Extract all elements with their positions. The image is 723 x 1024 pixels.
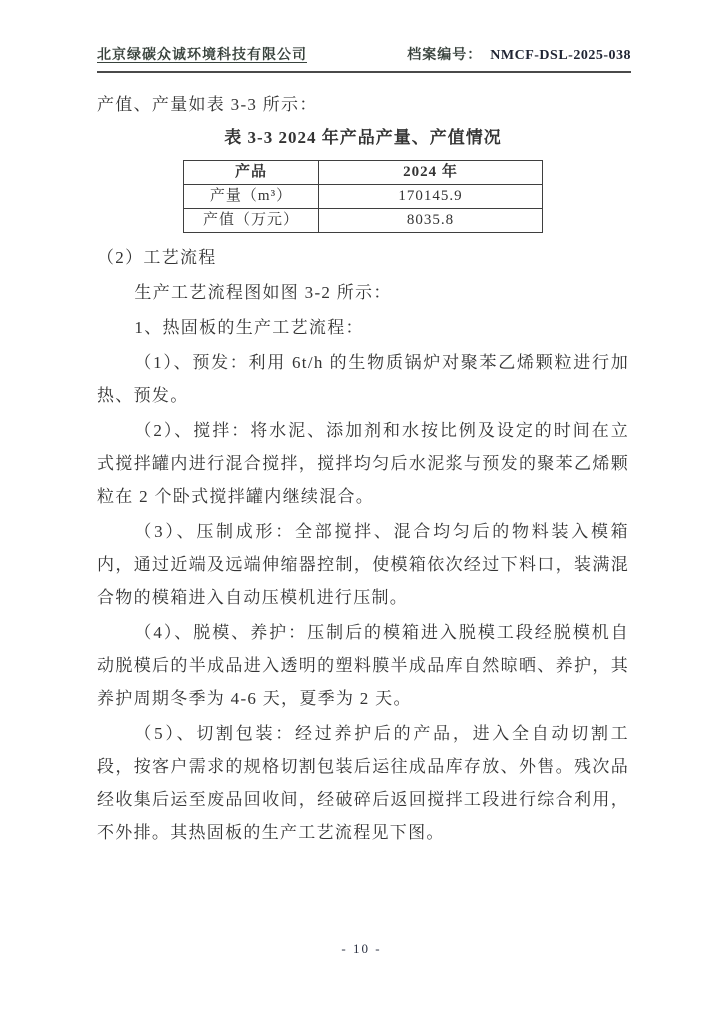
- table-row-output: [184, 185, 543, 209]
- table-cell-value-label: 产值（万元）: [184, 209, 319, 233]
- paragraph-step-2-mixing: （2）、搅拌：将水泥、添加剂和水按比例及设定的时间在立式搅拌罐内进行混合搅拌，搅拌均匀后水泥浆与预发的聚苯乙烯颗粒在 2 个卧式搅拌罐内继续混合。: [97, 421, 629, 506]
- paragraph-process-heading: （2）工艺流程: [97, 248, 217, 267]
- paragraph-flowchart-ref: 生产工艺流程图如图 3-2 所示：: [134, 283, 392, 302]
- archive-number: NMCF-DSL-2025-038: [490, 48, 631, 63]
- document-body: [97, 88, 629, 851]
- table-cell-value-value: 8035.8: [319, 209, 543, 233]
- page-header: [97, 44, 631, 73]
- page-number: - 10 -: [341, 941, 382, 956]
- paragraph-step-3-pressing: （3）、压制成形：全部搅拌、混合均匀后的物料装入模箱内，通过近端及远端伸缩器控制，使模箱依次经过下料口，装满混合物的模箱进入自动压模机进行压制。: [97, 522, 629, 607]
- paragraph-step-5-cutting-packing: （5）、切割包装：经过养护后的产品，进入全自动切割工段，按客户需求的规格切割包装后运往成品库存放、外售。残次品经收集后运至废品回收间，经破碎后返回搅拌工段进行综合利用，不外排。其热固板的生产工艺流程见下图。: [97, 724, 629, 842]
- table-cell-output-value: 170145.9: [319, 185, 543, 209]
- table-header-cell-product: 产品: [184, 161, 319, 185]
- paragraph-process-list-heading: 1、热固板的生产工艺流程：: [134, 318, 364, 337]
- paragraph-step-1-prefoaming: （1）、预发：利用 6t/h 的生物质锅炉对聚苯乙烯颗粒进行加热、预发。: [97, 353, 629, 405]
- production-output-table: [183, 160, 543, 233]
- table-header-cell-year: 2024 年: [319, 161, 543, 185]
- archive-label: 档案编号：: [407, 48, 483, 63]
- table-title: 表 3-3 2024 年产品产量、产值情况: [224, 128, 502, 147]
- intro-paragraph: 产值、产量如表 3-3 所示：: [97, 95, 318, 114]
- table-cell-output-label: 产量（m³）: [184, 185, 319, 209]
- company-name: 北京绿碳众诚环境科技有限公司: [97, 48, 307, 63]
- table-header-row: [184, 161, 543, 185]
- archive-number-field: [407, 44, 631, 64]
- paragraph-step-4-demolding-curing: （4）、脱模、养护：压制后的模箱进入脱模工段经脱模机自动脱模后的半成品进入透明的塑料膜半成品库自然晾晒、养护，其养护周期冬季为 4-6 天，夏季为 2 天。: [97, 623, 629, 708]
- table-row-value: [184, 209, 543, 233]
